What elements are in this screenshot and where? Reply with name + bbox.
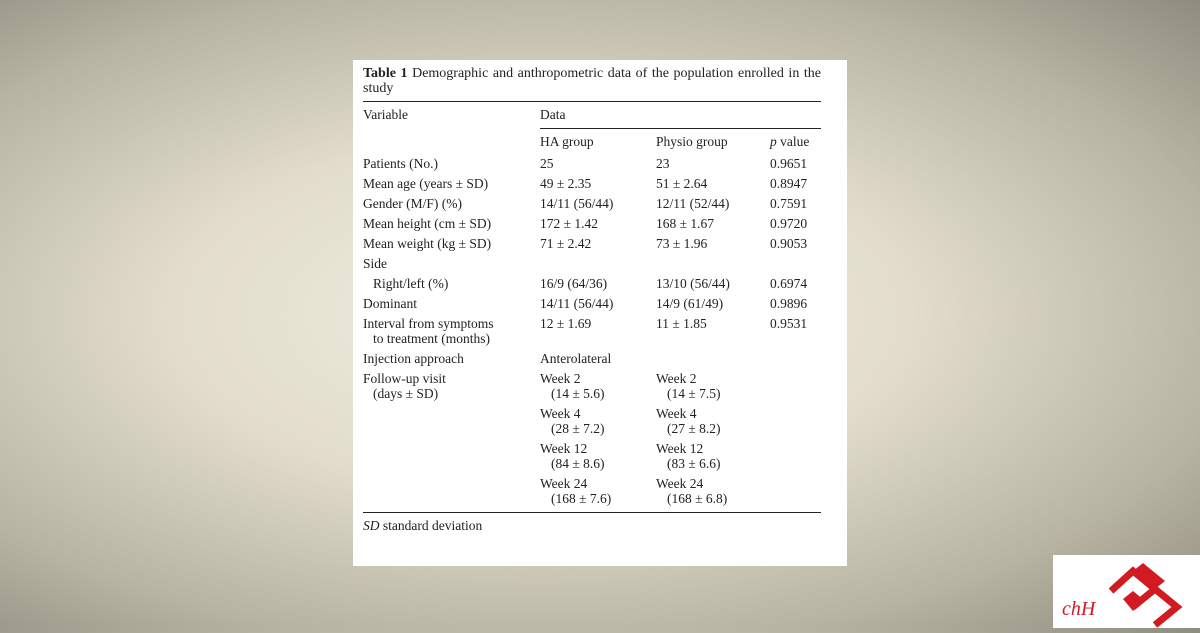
- table-row: [363, 351, 821, 371]
- table-row: [363, 296, 821, 316]
- cell-p-value: 0.6974: [770, 276, 808, 291]
- followup-row: [363, 371, 821, 406]
- table-caption: [363, 66, 821, 96]
- cell-variable: [363, 441, 540, 476]
- table-row: [363, 316, 821, 351]
- cell-p-value: [770, 371, 821, 406]
- cell-physio-group: [656, 256, 770, 276]
- cell-ha-group: [540, 406, 656, 441]
- cell-variable: [363, 316, 540, 351]
- followup-week: Week 24: [656, 476, 704, 491]
- cell-p-value: [770, 441, 821, 476]
- followup-week: Week 24: [540, 476, 588, 491]
- cell-ha-group: 71 ± 2.42: [540, 236, 592, 251]
- table-body: [363, 156, 821, 371]
- followup-week: Week 12: [656, 441, 704, 456]
- cell-variable: Injection approach: [363, 351, 464, 366]
- cell-variable-line2: (days ± SD): [373, 386, 439, 401]
- table-row: [363, 256, 821, 276]
- cell-p-value: [770, 351, 821, 371]
- followup-value: (28 ± 7.2): [551, 421, 605, 436]
- cell-physio-group: 11 ± 1.85: [656, 316, 707, 331]
- cell-variable-line1: Interval from symptoms: [363, 316, 494, 331]
- cell-physio-group: 73 ± 1.96: [656, 236, 708, 251]
- header-variable: Variable: [363, 107, 408, 122]
- cell-p-value: 0.7591: [770, 196, 808, 211]
- table-row: [363, 156, 821, 176]
- followup-value: (27 ± 8.2): [667, 421, 721, 436]
- footnote-abbr: SD: [363, 518, 380, 533]
- cell-variable-line1: Follow-up visit: [363, 371, 446, 386]
- cell-p-value: [770, 256, 821, 276]
- cell-ha-group: 12 ± 1.69: [540, 316, 592, 331]
- cell-variable: Patients (No.): [363, 156, 438, 171]
- cell-physio-group: [656, 371, 770, 406]
- cell-ha-group: [540, 371, 656, 406]
- table-row: [363, 176, 821, 196]
- cell-p-value: 0.9053: [770, 236, 808, 251]
- header-ha-group: HA group: [540, 129, 656, 157]
- table-row: [363, 216, 821, 236]
- cell-physio-group: [656, 476, 770, 513]
- header-p-value: p value: [770, 129, 821, 157]
- cell-variable: [363, 406, 540, 441]
- cell-variable: Gender (M/F) (%): [363, 196, 462, 211]
- followup-row: [363, 441, 821, 476]
- followup-body: [363, 371, 821, 513]
- chh-logo: [1053, 555, 1200, 628]
- cell-variable: [363, 371, 540, 406]
- cell-ha-group: 172 ± 1.42: [540, 216, 599, 231]
- followup-value: (83 ± 6.6): [667, 456, 721, 471]
- cell-variable: Mean height (cm ± SD): [363, 216, 492, 231]
- cell-p-value: 0.8947: [770, 176, 808, 191]
- cell-ha-group: 14/11 (56/44): [540, 196, 614, 211]
- cell-p-value: [770, 476, 821, 513]
- cell-physio-group: 168 ± 1.67: [656, 216, 715, 231]
- cell-variable: Right/left (%): [373, 276, 449, 291]
- demographics-table: [363, 101, 821, 513]
- cell-physio-group: 14/9 (61/49): [656, 296, 724, 311]
- cell-physio-group: 13/10 (56/44): [656, 276, 730, 291]
- cell-p-value: 0.9531: [770, 316, 808, 331]
- caption-text: Demographic and anthropometric data of the population enrolled in the study: [363, 66, 821, 96]
- cell-physio-group: 12/11 (52/44): [656, 196, 730, 211]
- followup-week: Week 2: [540, 371, 581, 386]
- cell-physio-group: [656, 351, 770, 371]
- cell-p-value: 0.9720: [770, 216, 808, 231]
- cell-physio-group: [656, 406, 770, 441]
- table-row: [363, 196, 821, 216]
- header-data: Data: [540, 107, 566, 122]
- cell-variable: [363, 476, 540, 513]
- followup-week: Week 12: [540, 441, 588, 456]
- cell-p-value: 0.9651: [770, 156, 808, 171]
- cell-ha-group: 16/9 (64/36): [540, 276, 608, 291]
- cell-variable: Mean weight (kg ± SD): [363, 236, 492, 251]
- followup-value: (84 ± 8.6): [551, 456, 605, 471]
- cell-ha-group: [540, 441, 656, 476]
- cell-p-value: [770, 406, 821, 441]
- header-row-2: [363, 129, 821, 157]
- cell-ha-group: [540, 256, 656, 276]
- table-footnote: [363, 518, 821, 534]
- cell-ha-group: 49 ± 2.35: [540, 176, 592, 191]
- cell-physio-group: [656, 441, 770, 476]
- followup-week: Week 4: [656, 406, 697, 421]
- cell-ha-group: Anterolateral: [540, 351, 612, 366]
- followup-week: Week 4: [540, 406, 581, 421]
- cell-variable: Dominant: [363, 296, 417, 311]
- cell-ha-group: 25: [540, 156, 554, 171]
- logo-text: chH: [1062, 598, 1096, 620]
- cell-physio-group: 23: [656, 156, 670, 171]
- followup-row: [363, 476, 821, 513]
- followup-value: (168 ± 6.8): [667, 491, 728, 506]
- followup-value: (14 ± 5.6): [551, 386, 605, 401]
- followup-value: (14 ± 7.5): [667, 386, 721, 401]
- footnote-text: standard deviation: [382, 518, 483, 533]
- cell-variable-line2: to treatment (months): [373, 331, 490, 346]
- header-row-1: [363, 102, 821, 129]
- table-row: [363, 276, 821, 296]
- cell-variable: Side: [363, 256, 388, 271]
- followup-row: [363, 406, 821, 441]
- cell-ha-group: 14/11 (56/44): [540, 296, 614, 311]
- cell-p-value: 0.9896: [770, 296, 808, 311]
- table-panel: [353, 60, 847, 566]
- cell-physio-group: 51 ± 2.64: [656, 176, 708, 191]
- followup-week: Week 2: [656, 371, 697, 386]
- header-physio-group: Physio group: [656, 129, 770, 157]
- table-row: [363, 236, 821, 256]
- cell-variable: Mean age (years ± SD): [363, 176, 489, 191]
- caption-label: Table 1: [363, 66, 408, 81]
- followup-value: (168 ± 7.6): [551, 491, 612, 506]
- cell-ha-group: [540, 476, 656, 513]
